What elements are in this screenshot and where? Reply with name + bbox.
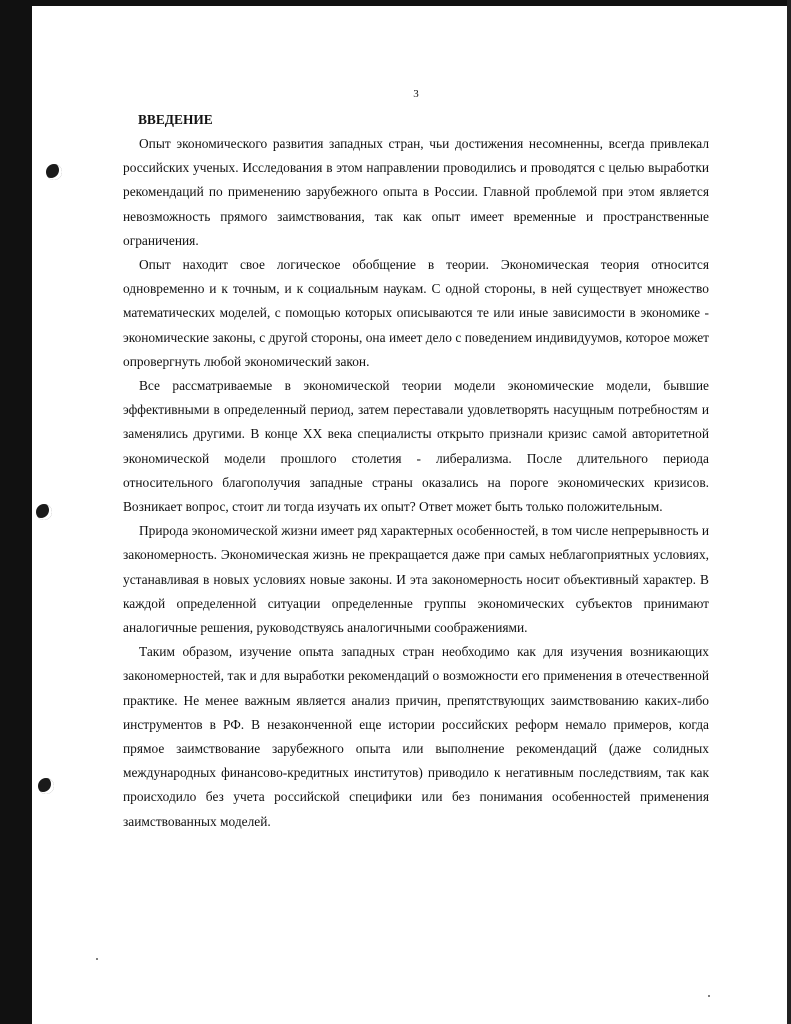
section-heading: ВВЕДЕНИЕ — [138, 112, 213, 127]
punch-hole-icon — [38, 778, 54, 794]
paragraph: Природа экономической жизни имеет ряд характерных особенностей, в том числе непрерывность и закономерность. Экономическая жизнь не прекращается даже при самых неблагоприятных условиях, устанавливая в новых условиях новые законы. И эта закономерность носит объективный характер. В каждой определенной ситуации определенные группы экономических субъектов принимают аналогичные решения, руководствуясь аналогичными соображениями. — [123, 523, 709, 636]
punch-hole-icon — [36, 504, 52, 520]
paragraph: Все рассматриваемые в экономической теории модели экономические модели, бывшие эффективными в определенный период, затем переставали удовлетворять насущным потребностям и заменялись другими. В конце XX века специалисты открыто признали кризис самой авторитетной экономической модели прошлого столетия - либерализма. После длительного периода относительного благополучия западные страны оказались на пороге экономических кризисов. Возникает вопрос, стоит ли тогда изучать их опыт? Ответ может быть только положительным. — [123, 378, 709, 515]
paragraph: Таким образом, изучение опыта западных стран необходимо как для изучения возникающих закономерностей, так и для выработки рекомендаций о возможности его применения в отечественной практике. Не менее важным является анализ причин, препятствующих заимствованию каких-либо инструментов в РФ. В незаконченной еще истории российских реформ немало примеров, когда прямое заимствование зарубежного опыта или выполнение рекомендаций (даже солидных международных финансово-кредитных институтов) приводило к негативным последствиям, так как происходило без учета российской специфики или без понимания особенностей применения заимствованных моделей. — [123, 644, 709, 829]
page-number: 3 — [413, 88, 419, 100]
paragraph: Опыт экономического развития западных стран, чьи достижения несомненны, всегда привлекал российских ученых. Исследования в этом направлении проводились и проводятся с целью выработки рекомендаций по применению зарубежного опыта в России. Главной проблемой при этом является невозможность прямого заимствования, так как опыт имеет временные и пространственные ограничения. — [123, 136, 709, 248]
scan-border-top — [0, 0, 791, 6]
document-body — [123, 110, 709, 834]
scan-border-right — [787, 0, 791, 1024]
paragraph: Опыт находит свое логическое обобщение в теории. Экономическая теория относится одновременно и к точным, и к социальным наукам. С одной стороны, в ней существует множество математических моделей, с помощью которых описываются те или иные зависимости в экономике - экономические законы, с другой стороны, она имеет дело с поведением индивидуумов, которое может опровергнуть любой экономический закон. — [123, 257, 709, 369]
punch-hole-icon — [46, 164, 62, 180]
scan-speck — [708, 995, 710, 997]
scan-speck — [96, 958, 98, 960]
scan-border-left — [0, 0, 32, 1024]
